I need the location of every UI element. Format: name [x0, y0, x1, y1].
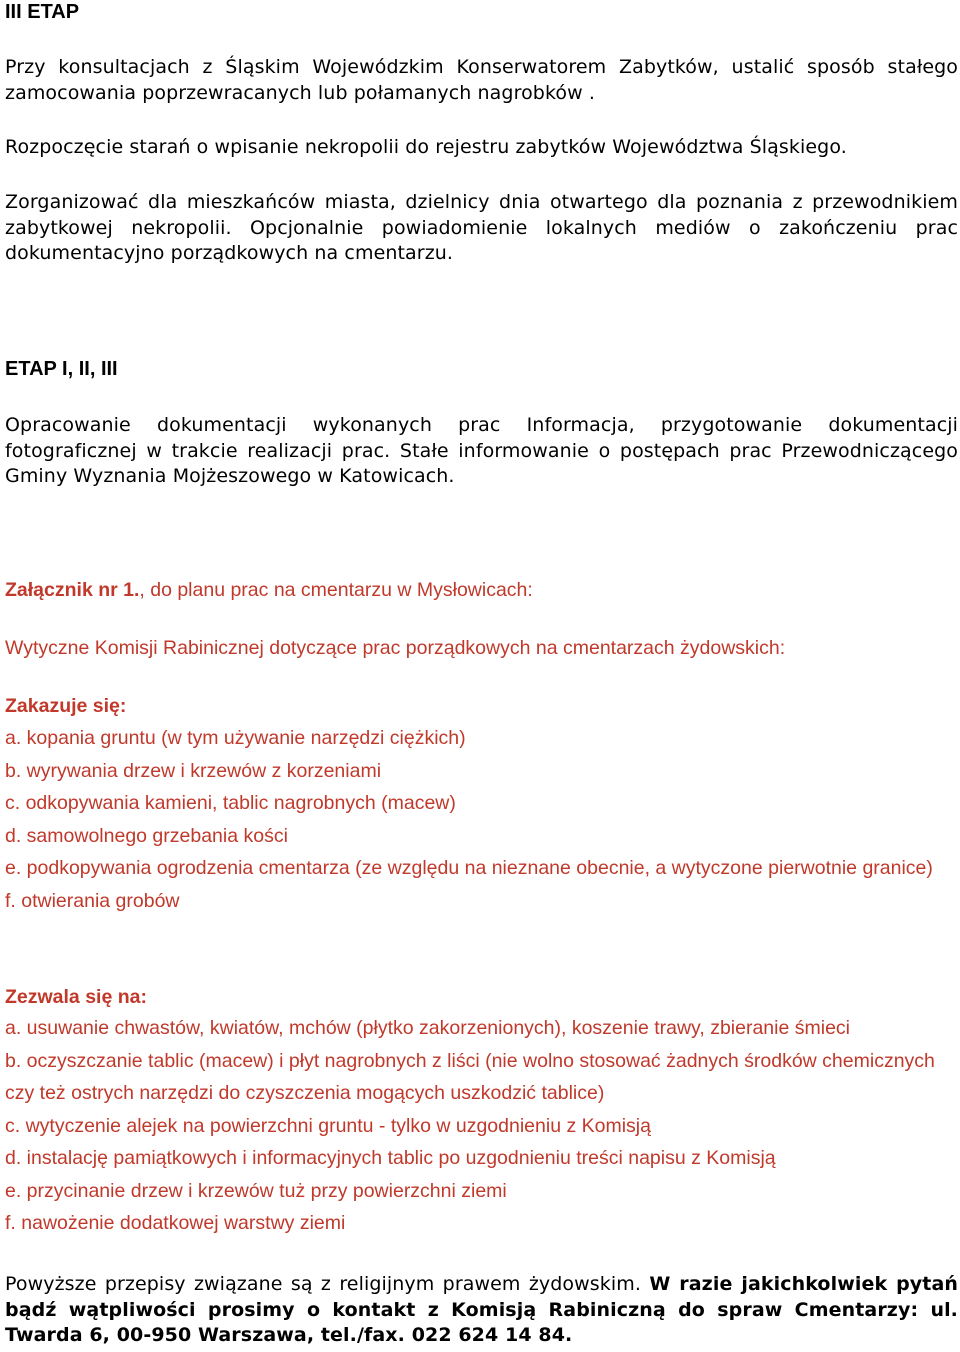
list-item: d. instalację pamiątkowych i informacyjnych tablic po uzgodnieniu treści napisu z Komisją: [5, 1147, 776, 1169]
etap3-heading: III ETAP: [5, 1, 80, 23]
list-item: f. otwierania grobów: [5, 889, 180, 912]
allowed-heading-block: [5, 985, 958, 1009]
allowed-heading: Zezwala się na:: [5, 986, 147, 1008]
footer-normal: Powyższe przepisy związane są z religijnym prawem żydowskim.: [5, 1273, 650, 1295]
list-item: a. kopania gruntu (w tym używanie narzędzi ciężkich): [5, 727, 466, 749]
attachment-label-bold: Załącznik nr 1.: [5, 579, 140, 601]
attachment-label: [5, 578, 958, 602]
etap3-p1: Przy konsultacjach z Śląskim Wojewódzkim Konserwatorem Zabytków, ustalić sposób stałego zamocowania poprzewracanych lub połamanych nagrobków .: [5, 56, 958, 104]
etap-all-p1: Opracowanie dokumentacji wykonanych prac Informacja, przygotowanie dokumentacji fotograficznej w trakcie realizacji prac. Stałe informowanie o postępach prac Przewodniczącego Gminy Wyznania Mojżeszowego w Katowicach.: [5, 414, 958, 488]
list-item: e. podkopywania ogrodzenia cmentarza (ze względu na nieznane obecnie, a wytyczone pierwotnie granice): [5, 857, 933, 879]
forbidden-list: [5, 722, 958, 917]
etap3-p3: Zorganizować dla mieszkańców miasta, dzielnicy dnia otwartego dla poznania z przewodnikiem zabytkowej nekropolii. Opcjonalnie powiadomienie lokalnych mediów o zakończeniu prac dokumentacyjno porządkowych na cmentarzu.: [5, 191, 958, 265]
attachment-label-block: [5, 578, 958, 602]
list-item: c. odkopywania kamieni, tablic nagrobnych (macew): [5, 792, 456, 814]
forbidden-heading-block: [5, 694, 958, 718]
list-item: c. wytyczenie alejek na powierzchni gruntu - tylko w uzgodnieniu z Komisją: [5, 1114, 651, 1137]
etap-all-heading-block: [5, 357, 958, 381]
allowed-list: [5, 1012, 958, 1240]
etap3-paragraph-2: [5, 135, 958, 161]
etap3-paragraph-3: [5, 190, 958, 267]
etap3-heading-block: [5, 0, 958, 24]
list-item: d. samowolnego grzebania kości: [5, 824, 288, 847]
list-item: b. wyrywania drzew i krzewów z korzeniami: [5, 759, 382, 782]
attachment-label-rest: , do planu prac na cmentarzu w Mysłowicach:: [139, 579, 533, 601]
footer-text: [5, 1272, 958, 1349]
etap-all-paragraph: [5, 413, 958, 490]
etap-all-heading: ETAP I, II, III: [5, 358, 118, 380]
guidelines-block: [5, 636, 958, 660]
forbidden-heading: Zakazuje się:: [5, 695, 127, 717]
guidelines-text: Wytyczne Komisji Rabinicznej dotyczące prac porządkowych na cmentarzach żydowskich:: [5, 637, 786, 659]
list-item: a. usuwanie chwastów, kwiatów, mchów (płytko zakorzenionych), koszenie trawy, zbieranie śmieci: [5, 1017, 850, 1039]
footer-bold: W razie jakichkolwiek pytań bądź wątpliwości prosimy o kontakt z Komisją Rabiniczną do spraw Cmentarzy: ul. Twarda 6, 00-950 Warszawa, tel./fax. 022 624 14 84.: [5, 1273, 958, 1346]
list-item: e. przycinanie drzew i krzewów tuż przy powierzchni ziemi: [5, 1179, 507, 1202]
list-item: f. nawożenie dodatkowej warstwy ziemi: [5, 1212, 346, 1234]
list-item: b. oczyszczanie tablic (macew) i płyt nagrobnych z liści (nie wolno stosować żadnych środków chemicznych czy też ostrych narzędzi do czyszczenia mogących uszkodzić tablice): [5, 1049, 935, 1104]
etap3-p2: Rozpoczęcie starań o wpisanie nekropolii do rejestru zabytków Województwa Śląskiego.: [5, 136, 847, 158]
footer-block: [5, 1272, 958, 1349]
etap3-paragraph-1: [5, 55, 958, 106]
